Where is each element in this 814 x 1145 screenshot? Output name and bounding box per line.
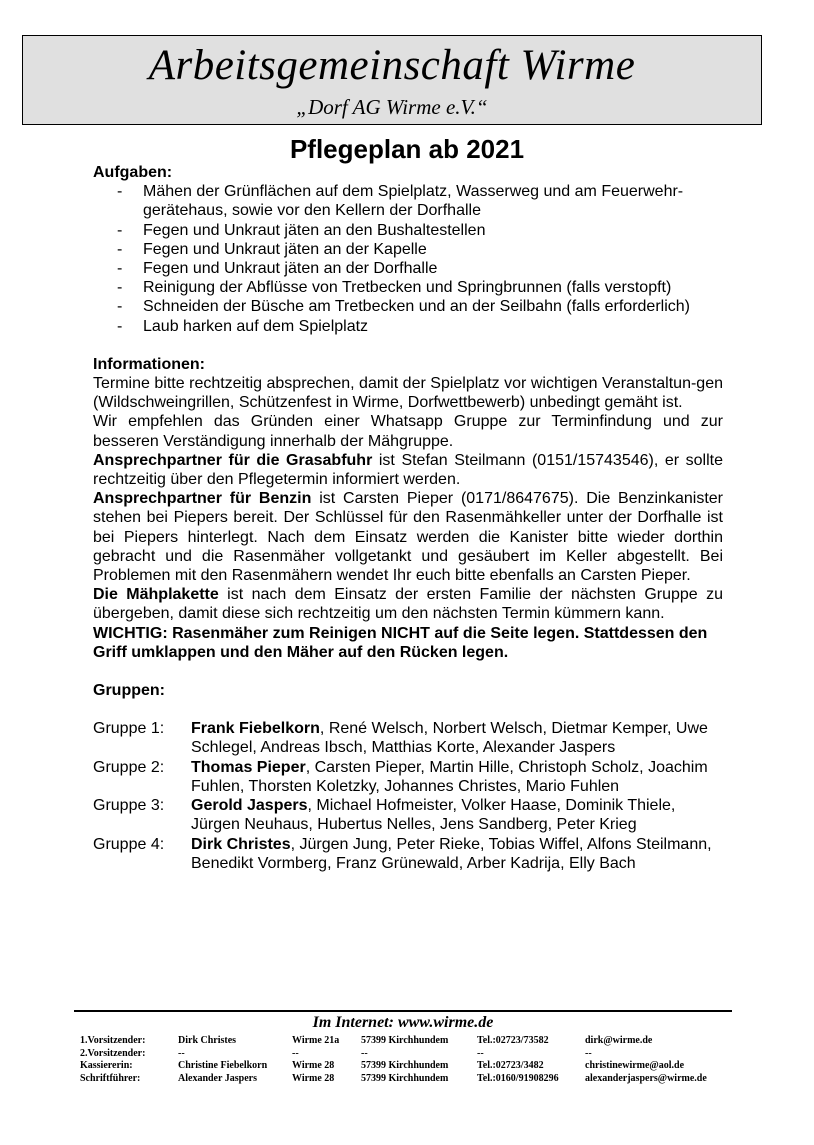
task-item: - Laub harken auf dem Spielplatz <box>93 317 723 336</box>
board-email: -- <box>585 1047 592 1059</box>
group-member-list: , Michael Hofmeister, Volker Haase, Dominik Thiele, Jürgen Neuhaus, Hubertus Nelles, Jens Sandberg, Peter Krieg <box>191 797 676 834</box>
board-street: Wirme 21a <box>292 1035 340 1046</box>
board-email: christinewirme@aol.de <box>585 1060 685 1071</box>
grass-contact-label: Ansprechpartner für die Grasabfuhr <box>93 451 373 469</box>
group-member-list: , Carsten Pieper, Martin Hille, Christoph Scholz, Joachim Fuhlen, Thorsten Koletzky, Johannes Christes, Mario Fuhlen <box>191 758 708 795</box>
board-phone: Tel.:02723/3482 <box>477 1060 544 1071</box>
grass-contact-text: ist Stefan Steilmann (0151/15743546), er sollte rechtzeitig über den Pflegetermin informiert werden. <box>93 451 724 489</box>
table-row <box>80 1073 725 1086</box>
board-role: Schriftführer: <box>80 1072 141 1084</box>
board-name: Christine Fiebelkorn <box>178 1060 268 1071</box>
board-city: -- <box>361 1047 368 1059</box>
group-row <box>93 758 723 796</box>
group-members <box>191 796 723 834</box>
info-paragraph-scheduling: Termine bitte rechtzeitig absprechen, damit der Spielplatz vor wichtigen Veranstaltun-gen (Wildschweingrillen, Schützenfest in Wirme, Dorfwettbewerb) unbedingt gemäht ist. <box>93 375 723 412</box>
task-item: - Mähen der Grünflächen auf dem Spielplatz, Wasserweg und am Feuerwehr-gerätehaus, sowie vor den Kellern der Dorfhalle <box>93 182 723 220</box>
group-members <box>191 719 723 757</box>
board-contacts-table <box>80 1035 725 1085</box>
group-row <box>93 719 723 757</box>
board-street: -- <box>292 1047 299 1059</box>
document-title: Pflegeplan ab 2021 <box>289 134 525 164</box>
board-city: 57399 Kirchhundem <box>361 1072 449 1084</box>
group-members <box>191 758 723 796</box>
warning-note: WICHTIG: Rasenmäher zum Reinigen NICHT auf die Seite legen. Stattdessen den Griff umklappen und den Mäher auf den Rücken legen. <box>93 624 708 661</box>
group-members <box>191 835 723 873</box>
groups-heading: Gruppen: <box>93 682 165 700</box>
board-role: Kassiererin: <box>80 1060 133 1071</box>
table-row <box>80 1060 725 1073</box>
group-label: Gruppe 2: <box>93 758 165 776</box>
organization-subtitle: „Dorf AG Wirme e.V.“ <box>296 95 488 119</box>
tasks-heading: Aufgaben: <box>93 164 173 181</box>
table-row <box>80 1035 725 1048</box>
task-item: - Fegen und Unkraut jäten an der Dorfhalle <box>93 259 723 278</box>
document-body <box>93 163 723 873</box>
board-name: Alexander Jaspers <box>178 1072 257 1084</box>
task-item: - Fegen und Unkraut jäten an den Bushaltestellen <box>93 221 723 240</box>
board-street: Wirme 28 <box>292 1072 335 1084</box>
group-leader: Gerold Jaspers <box>191 797 308 815</box>
footer-website: Im Internet: www.wirme.de <box>312 1014 494 1031</box>
group-label: Gruppe 4: <box>93 835 165 853</box>
board-role: 2.Vorsitzender: <box>80 1047 146 1059</box>
table-row <box>80 1048 725 1061</box>
info-heading: Informationen: <box>93 355 205 373</box>
info-paragraph-grass-contact <box>93 451 723 489</box>
group-label: Gruppe 1: <box>93 720 165 738</box>
task-item: - Reinigung der Abflüsse von Tretbecken und Springbrunnen (falls verstopft) <box>93 278 723 297</box>
board-role: 1.Vorsitzender: <box>80 1035 146 1046</box>
board-phone: -- <box>477 1047 484 1059</box>
board-city: 57399 Kirchhundem <box>361 1060 449 1071</box>
fuel-contact-text: ist Carsten Pieper (0171/8647675). Die Benzinkanister stehen bei Piepers bereit. Der Schlüssel für den Rasenmähkeller unter der Dorfhalle ist bei Piepers hinterlegt. Nach dem Einsatz werden die Kanister bitte wieder dorthin gebracht und die Rasenmäher vollgetankt und gesäubert im Keller abgestellt. Bei Problemen mit den Rasenmähern wendet Ihr euch bitte ebenfalls an Carsten Pieper. <box>93 490 723 585</box>
task-item: - Schneiden der Büsche am Tretbecken und an der Seilbahn (falls erforderlich) <box>93 297 723 316</box>
organization-name: Arbeitsgemeinschaft Wirme <box>148 42 636 89</box>
board-street: Wirme 28 <box>292 1060 335 1071</box>
board-name: -- <box>178 1047 185 1059</box>
group-leader: Dirk Christes <box>191 835 291 853</box>
task-list <box>93 182 723 336</box>
board-name: Dirk Christes <box>178 1035 237 1046</box>
group-member-list: , René Welsch, Norbert Welsch, Dietmar Kemper, Uwe Schlegel, Andreas Ibsch, Matthias Korte, Alexander Jaspers <box>191 720 708 757</box>
info-paragraph-whatsapp: Wir empfehlen das Gründen einer Whatsapp Gruppe zur Terminfindung und zur besseren Verständigung innerhalb der Mähgruppe. <box>93 413 723 450</box>
group-label: Gruppe 3: <box>93 797 165 815</box>
info-paragraph-plaque <box>93 585 723 623</box>
group-leader: Thomas Pieper <box>191 758 306 776</box>
fuel-contact-label: Ansprechpartner für Benzin <box>93 490 312 508</box>
info-paragraph-fuel-contact <box>93 489 723 585</box>
group-row <box>93 835 723 873</box>
task-item: - Fegen und Unkraut jäten an der Kapelle <box>93 240 723 259</box>
plaque-label: Die Mähplakette <box>93 586 219 604</box>
board-phone: Tel.:0160/91908296 <box>477 1072 559 1084</box>
group-leader: Frank Fiebelkorn <box>191 720 320 738</box>
board-email: dirk@wirme.de <box>585 1035 653 1046</box>
plaque-text: ist nach dem Einsatz der ersten Familie der nächsten Gruppe zu übergeben, damit diese sich rechtzeitig um den nächsten Termin kümmern kann. <box>93 586 724 623</box>
letterhead <box>22 35 762 125</box>
board-email: alexanderjaspers@wirme.de <box>585 1072 707 1084</box>
group-member-list: , Jürgen Jung, Peter Rieke, Tobias Wiffel, Alfons Steilmann, Benedikt Vormberg, Franz Grünewald, Arber Kadrija, Elly Bach <box>191 835 712 872</box>
board-phone: Tel.:02723/73582 <box>477 1035 549 1046</box>
board-city: 57399 Kirchhundem <box>361 1035 449 1046</box>
group-row <box>93 796 723 834</box>
footer-divider <box>74 1010 732 1012</box>
